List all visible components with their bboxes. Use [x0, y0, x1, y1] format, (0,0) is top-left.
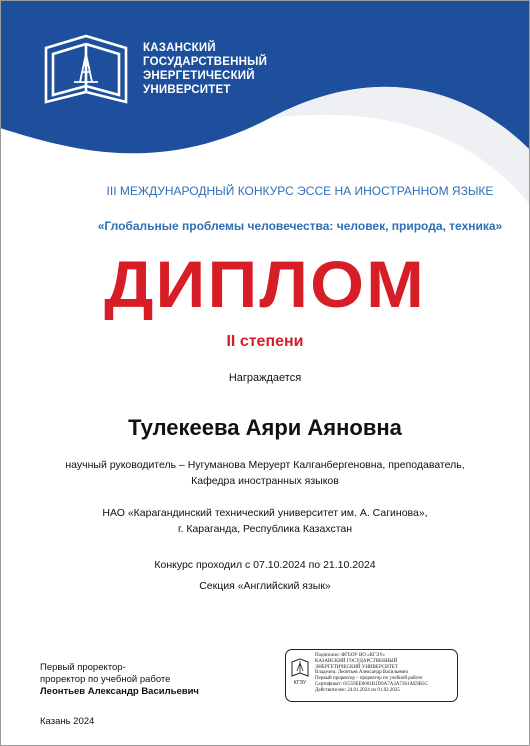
- stamp-line: Действителен: 24.01.2024 по 01.02.2025: [315, 687, 400, 693]
- stamp-line: Владелец: Леонтьев Александр Васильевич: [315, 670, 408, 676]
- contest-subtitle: «Глобальные проблемы человечества: человек, природа, техника»: [97, 219, 503, 233]
- awarded-label: Награждается: [228, 372, 302, 384]
- stamp-line: Первый проректор – проректор по учебной работе: [315, 676, 423, 682]
- contest-section: Секция «Английский язык»: [199, 580, 331, 592]
- university-name-line: КАЗАНСКИЙ: [143, 42, 216, 54]
- university-name-line: ЭНЕРГЕТИЧЕСКИЙ: [143, 70, 255, 82]
- signer-title-line: проректор по учебной работе: [40, 674, 171, 685]
- signer-title-line: Первый проректор-: [40, 662, 126, 673]
- diploma-degree: II степени: [226, 333, 304, 350]
- contest-title: III МЕЖДУНАРОДНЫЙ КОНКУРС ЭССЕ НА ИНОСТРАННОМ ЯЗЫКЕ: [106, 184, 494, 198]
- department-line: Кафедра иностранных языков: [191, 475, 339, 487]
- supervisor-line: научный руководитель – Нугуманова Меруерт Калганбергеновна, преподаватель,: [65, 459, 465, 471]
- contest-dates: Конкурс проходил с 07.10.2024 по 21.10.2024: [154, 559, 376, 571]
- signer-name: Леонтьев Александр Васильевич: [40, 686, 199, 697]
- stamp-line: ЭНЕРГЕТИЧЕСКИЙ УНИВЕРСИТЕТ: [315, 664, 398, 670]
- organization-line: НАО «Карагандинский технический университет им. А. Сагинова»,: [102, 507, 428, 519]
- university-name-line: УНИВЕРСИТЕТ: [143, 84, 231, 96]
- stamp-line: Сертификат: 01559ЕЕ0001В1D9A7A3A7361АЕ9В5С: [315, 681, 428, 687]
- stamp-logo-caption: КГЭУ: [293, 680, 307, 686]
- stamp-line: КАЗАНСКИЙ ГОСУДАРСТВЕННЫЙ: [315, 658, 398, 664]
- city-year: Казань 2024: [40, 716, 95, 727]
- stamp-line: Подписано: ФГБОУ ВО «КГЭУ»: [315, 653, 385, 658]
- diploma-heading: ДИПЛОМ: [104, 247, 426, 321]
- recipient-name: Тулекеева Аяри Аяновна: [128, 415, 402, 440]
- university-name-line: ГОСУДАРСТВЕННЫЙ: [143, 56, 268, 68]
- location-line: г. Караганда, Республика Казахстан: [177, 523, 353, 535]
